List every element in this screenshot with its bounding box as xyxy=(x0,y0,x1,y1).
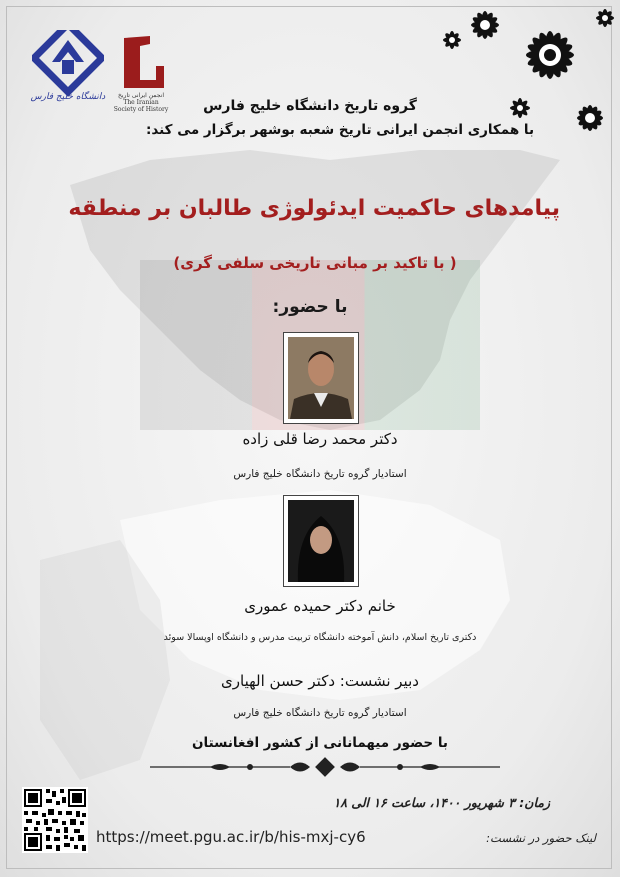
speaker-2-affiliation: دکتری تاریخ اسلام، دانش آموخته دانشگاه تربیت مدرس و دانشگاه اوپسالا سوئد xyxy=(163,632,477,643)
cooperation-line: با همکاری انجمن ایرانی تاریخ شعبه بوشهر برگزار می کند: xyxy=(145,122,535,138)
speaker-1-name: دکتر محمد رضا قلی زاده xyxy=(242,430,398,448)
secretary-affiliation: استادیار گروه تاریخ دانشگاه خلیج فارس xyxy=(233,707,407,719)
ornamental-divider xyxy=(150,756,500,778)
speaker-2-name: خانم دکتر حمیده عموری xyxy=(244,597,396,615)
decorative-flowers xyxy=(430,0,620,140)
presence-label: با حضور: xyxy=(272,297,348,317)
event-time: زمان: ۳ شهریور ۱۴۰۰، ساعت ۱۶ الی ۱۸ xyxy=(333,795,550,810)
speaker-1-affiliation: استادیار گروه تاریخ دانشگاه خلیج فارس xyxy=(233,468,407,480)
organizer-line: گروه تاریخ دانشگاه خلیج فارس xyxy=(203,98,417,114)
speaker-1-photo xyxy=(283,332,359,424)
speaker-2-photo xyxy=(283,495,359,587)
session-link-url[interactable]: https://meet.pgu.ac.ir/b/his-mxj-cy6 xyxy=(96,828,366,846)
session-link-row xyxy=(96,826,596,850)
guests-line: با حضور میهمانانی از کشور افغانستان xyxy=(192,735,448,751)
session-secretary: دبیر نشست: دکتر حسن الهیاری xyxy=(221,672,419,690)
qr-code[interactable] xyxy=(22,787,88,853)
ish-logo-text: انجمن ایرانی تاریخ The Iranian Society of History xyxy=(113,92,169,113)
session-link-label: لینک حضور در نشست: xyxy=(486,831,596,845)
event-title: پیامدهای حاکمیت ایدئولوژی طالبان بر منطقه xyxy=(68,196,560,221)
event-subtitle: ( با تاکید بر مبانی تاریخی سلفی گری) xyxy=(173,254,457,272)
pgu-logo-caption: دانشگاه خلیج فارس xyxy=(30,92,106,102)
